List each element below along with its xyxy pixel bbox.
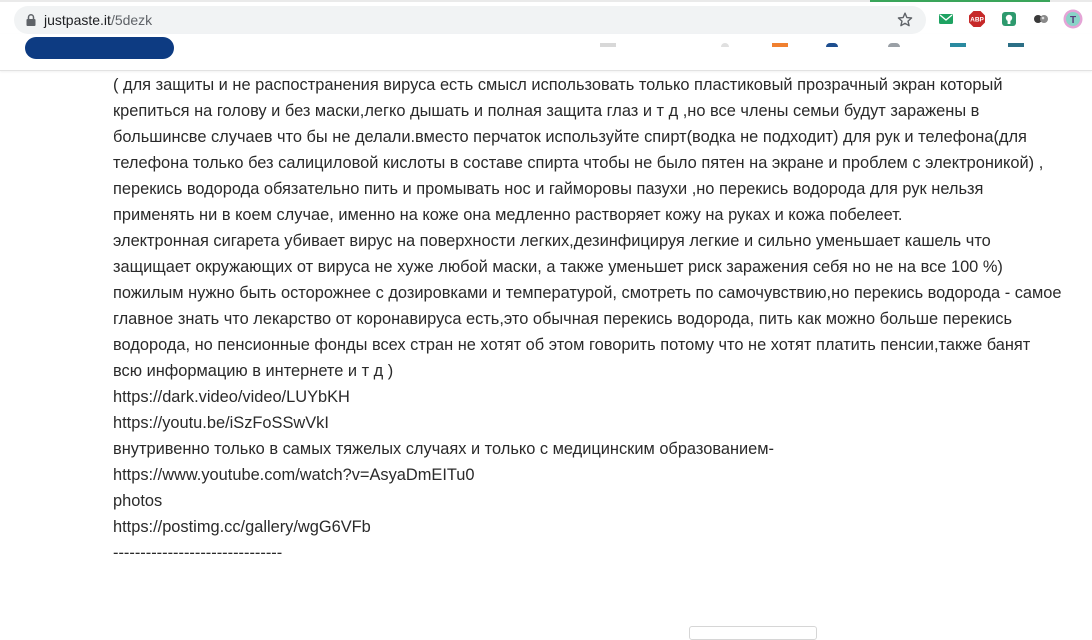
paragraph-ecig: электронная сигарета убивает вирус на поверхности легких,дезинфицируя легкие и сильно уменьшает кашель что защищает окружающих от вируса не хуже любой маски, а также уменьшет риск заражения себя но не на все 100 %) пожилым нужно быть осторожнее с дозировками и температурой, смотреть по самочувствию,но перекись водорода - самое главное знать что лекарство от коронавируса есть,это обычная перекись водорода, пить как можно больше перекись водорода, но пенсионные фонды всех стран не хотят об этом говорить потому что не хотят платить пенсии,также банят всю информацию в интернете и т д )	[113, 232, 1062, 380]
active-tab-indicator	[870, 0, 1050, 2]
header-icon[interactable]	[772, 43, 788, 47]
address-bar[interactable]	[14, 6, 926, 34]
link-youtube-watch[interactable]: https://www.youtube.com/watch?v=AsyaDmEITu0	[113, 466, 475, 484]
url-text[interactable]	[44, 11, 152, 29]
link-postimg-gallery[interactable]: https://postimg.cc/gallery/wgG6VFb	[113, 518, 371, 536]
header-icon[interactable]	[1008, 43, 1024, 47]
header-icon[interactable]	[826, 43, 838, 47]
bottom-button[interactable]	[689, 626, 817, 640]
link-dark-video[interactable]: https://dark.video/video/LUYbKH	[113, 388, 350, 406]
lock-icon	[24, 13, 38, 27]
paragraph-protection: ( для защиты и не распостранения вируса есть смысл использовать только пластиковый прозрачный экран который крепиться на голову и без маски,легко дышать и полная защита глаз и т д ,но все члены семьи будут заражены в большинсве случаев что бы не делали.вместо перчаток используйте спирт(водка не подходит) для рук и телефона(для телефона только без салициловой кислоты в составе спирта чтобы не было пятен на экране и проблем с электроникой) , перекись водорода обязательно пить и промывать нос и гайморовы пазухи ,но перекись водорода для рук нельзя применять ни в коем случае, именно на коже она медленно растворяет кожу на руках и кожа побелеет.	[113, 76, 1044, 224]
header-icon[interactable]	[888, 43, 900, 47]
bookmark-star-icon[interactable]	[896, 11, 914, 29]
separator-line: -------------------------------	[113, 544, 283, 562]
photos-label: photos	[113, 492, 163, 510]
header-icon[interactable]	[721, 43, 729, 47]
dots-icon[interactable]	[1032, 10, 1050, 28]
url-path: /5dezk	[110, 12, 153, 28]
url-domain: justpaste.it	[44, 12, 111, 28]
mail-icon[interactable]	[937, 10, 955, 28]
header-icon[interactable]	[950, 43, 966, 47]
link-youtu-be[interactable]: https://youtu.be/iSzFoSSwVkI	[113, 414, 329, 432]
line-intravenous: внутривенно только в самых тяжелых случаях и только с медицинским образованием-	[113, 440, 775, 458]
avatar-letter: T	[1069, 15, 1077, 26]
evernote-icon[interactable]	[1000, 10, 1018, 28]
header-icon[interactable]	[600, 43, 616, 47]
site-logo[interactable]	[25, 37, 174, 59]
profile-avatar-icon[interactable]	[1063, 9, 1081, 27]
adblock-plus-icon[interactable]	[968, 10, 986, 28]
paste-content	[113, 58, 1063, 566]
site-header	[0, 34, 1092, 71]
abp-label: ABP	[970, 16, 984, 24]
